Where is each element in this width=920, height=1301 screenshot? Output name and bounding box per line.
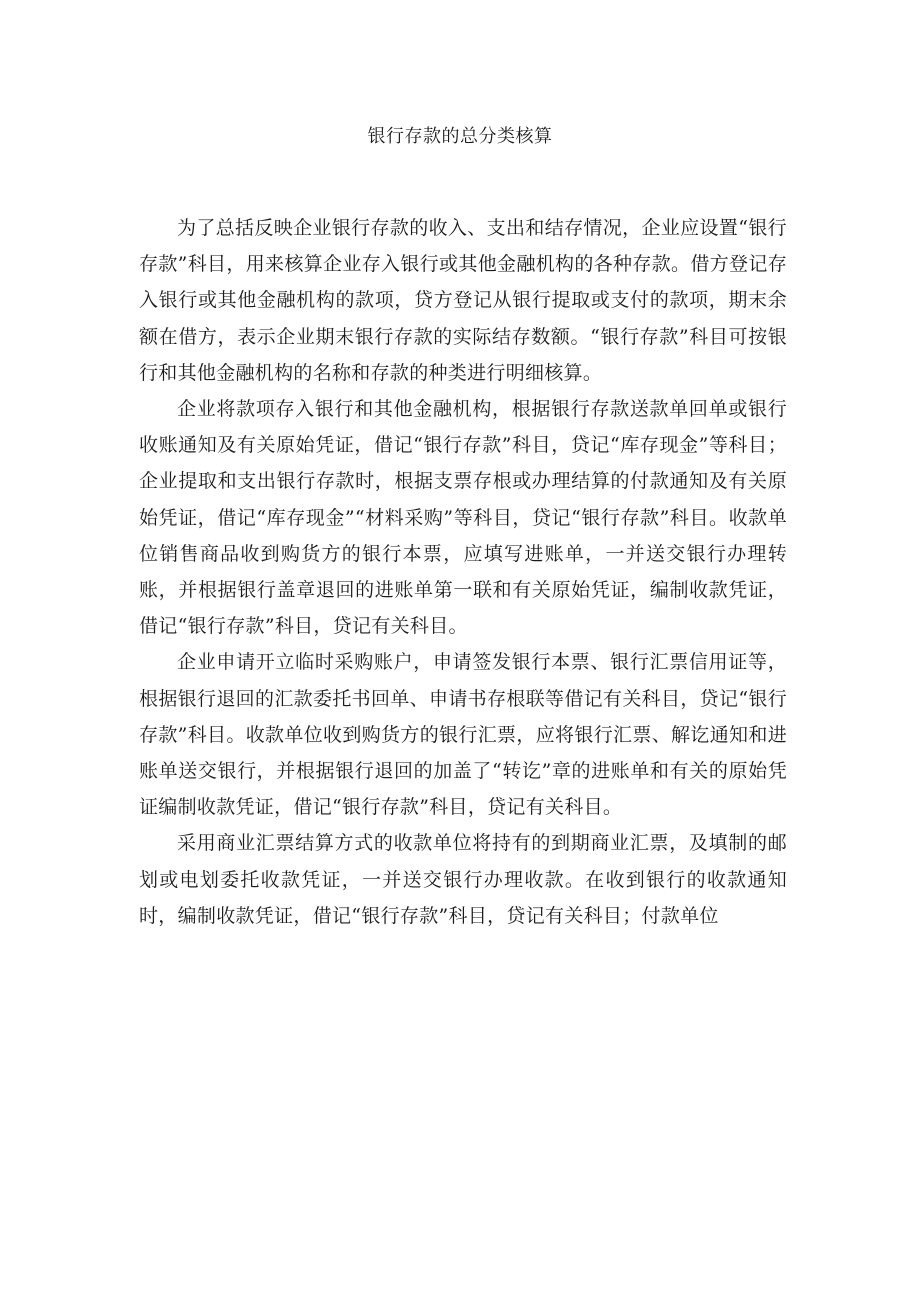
paragraph: 企业将款项存入银行和其他金融机构，根据银行存款送款单回单或银行收账通知及有关原始凭证，借记“银行存款”科目，贷记“库存现金”等科目；企业提取和支出银行存款时，根据支票存根或办理结算的付款通知及有关原始凭证，借记“库存现金”“材料采购”等科目，贷记“银行存款”科目。收款单位销售商品收到购货方的银行本票，应填写进账单，一并送交银行办理转账，并根据银行盖章退回的进账单第一联和有关原始凭证，编制收款凭证，借记“银行存款”科目，贷记有关科目。: [139, 398, 787, 638]
paragraph: 为了总括反映企业银行存款的收入、支出和结存情况，企业应设置“银行存款”科目，用来核算企业存入银行或其他金融机构的各种存款。借方登记存入银行或其他金融机构的款项，贷方登记从银行提取或支付的款项，期末余额在借方，表示企业期末银行存款的实际结存数额。“银行存款”科目可按银行和其他金融机构的名称和存款的种类进行明细核算。: [139, 217, 787, 384]
document-body: [139, 210, 787, 934]
paragraph: 采用商业汇票结算方式的收款单位将持有的到期商业汇票，及填制的邮划或电划委托收款凭证，一并送交银行办理收款。在收到银行的收款通知时，编制收款凭证，借记“银行存款”科目，贷记有关科目；付款单位: [139, 832, 787, 927]
paragraph: 企业申请开立临时采购账户，申请签发银行本票、银行汇票信用证等，根据银行退回的汇款委托书回单、申请书存根联等借记有关科目，贷记“银行存款”科目。收款单位收到购货方的银行汇票，应将银行汇票、解讫通知和进账单送交银行，并根据银行退回的加盖了“转讫”章的进账单和有关的原始凭证编制收款凭证，借记“银行存款”科目，贷记有关科目。: [139, 651, 787, 819]
document-title: 银行存款的总分类核算: [367, 126, 553, 147]
